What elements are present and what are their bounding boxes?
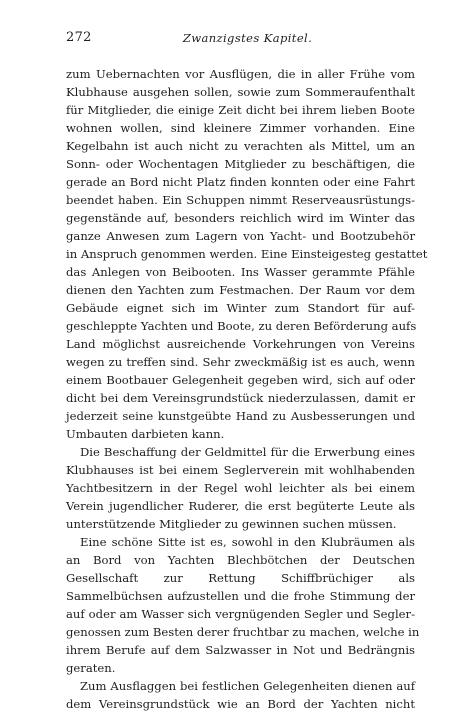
text-line: unterstützende Mitglieder zu gewinnen suchen müssen. (66, 517, 397, 531)
text-line: Land möglichst ausreichende Vorkehrungen von Vereins (66, 337, 415, 351)
text-line: einem Bootbauer Gelegenheit gegeben wird, sich auf oder (66, 373, 415, 387)
text-line: für Mitglieder, die einige Zeit dicht bei ihrem lieben Boote (66, 103, 415, 117)
text-line: Die Beschaffung der Geldmittel für die Erwerbung eines (80, 445, 415, 459)
text-line: Sammelbüchsen aufzustellen und die frohe Stimmung der (66, 589, 415, 603)
text-line: beendet haben. Ein Schuppen nimmt Reserveausrüstungs- (66, 193, 415, 207)
text-line: an Bord von Yachten Blechbötchen der Deutschen (66, 553, 415, 567)
text-line: dem Vereinsgrundstück wie an Bord der Yachten nicht (66, 697, 415, 711)
text-line: wohnen wollen, sind kleinere Zimmer vorhanden. Eine (66, 121, 415, 135)
running-head (66, 30, 415, 48)
text-line: Sonn- oder Wochentagen Mitglieder zu beschäftigen, die (66, 157, 415, 171)
page-number: 272 (66, 30, 92, 45)
text-line: Gebäude eignet sich im Winter zum Standort für auf- (66, 301, 415, 315)
text-line: gerade an Bord nicht Platz finden konnten oder eine Fahrt (66, 175, 415, 189)
text-line: geraten. (66, 661, 116, 675)
body-text (66, 65, 428, 713)
text-line: Zum Ausflaggen bei festlichen Gelegenheiten dienen auf (80, 679, 415, 693)
text-line: wegen zu treffen sind. Sehr zweckmäßig ist es auch, wenn (66, 355, 415, 369)
text-line: ganze Anwesen zum Lagern von Yacht- und Bootzubehör (66, 229, 415, 243)
text-line: Umbauten darbieten kann. (66, 427, 225, 441)
text-line: Kegelbahn ist auch nicht zu verachten als Mittel, um an (66, 139, 415, 153)
text-line: ihrem Berufe auf dem Salzwasser in Not und Bedrängnis (66, 643, 415, 657)
text-line: zum Uebernachten vor Ausflügen, die in aller Frühe vom (66, 67, 415, 81)
text-line: Klubhause ausgehen sollen, sowie zum Sommeraufenthalt (66, 85, 415, 99)
text-line: geschleppte Yachten und Boote, zu deren Beförderung aufs (66, 319, 417, 333)
text-line: dienen den Yachten zum Festmachen. Der Raum vor dem (66, 283, 415, 297)
text-line: Gesellschaft zur Rettung Schiffbrüchiger als (66, 571, 415, 585)
text-line: Eine schöne Sitte ist es, sowohl in den Klubräumen als (80, 535, 415, 549)
text-line: Klubhauses ist bei einem Seglerverein mit wohlhabenden (66, 463, 415, 477)
text-line: Yachtbesitzern in der Regel wohl leichter als bei einem (66, 481, 415, 495)
text-line: dicht bei dem Vereinsgrundstück niederzulassen, damit er (66, 391, 415, 405)
text-line: gegenstände auf, besonders reichlich wird im Winter das (66, 211, 415, 225)
text-line: jederzeit seine kunstgeübte Hand zu Ausbesserungen und (66, 409, 415, 423)
text-line: Verein jugendlicher Ruderer, die erst begüterte Leute als (66, 499, 415, 513)
text-line: in Anspruch genommen werden. Eine Einsteigesteg gestattet (66, 247, 428, 261)
text-line: genossen zum Besten derer fruchtbar zu machen, welche in (66, 625, 420, 639)
chapter-title: Zwanzigstes Kapitel. (182, 31, 313, 45)
text-line: auf oder am Wasser sich vergnügenden Segler und Segler- (66, 607, 415, 621)
text-line: das Anlegen von Beibooten. Ins Wasser gerammte Pfähle (66, 265, 415, 279)
